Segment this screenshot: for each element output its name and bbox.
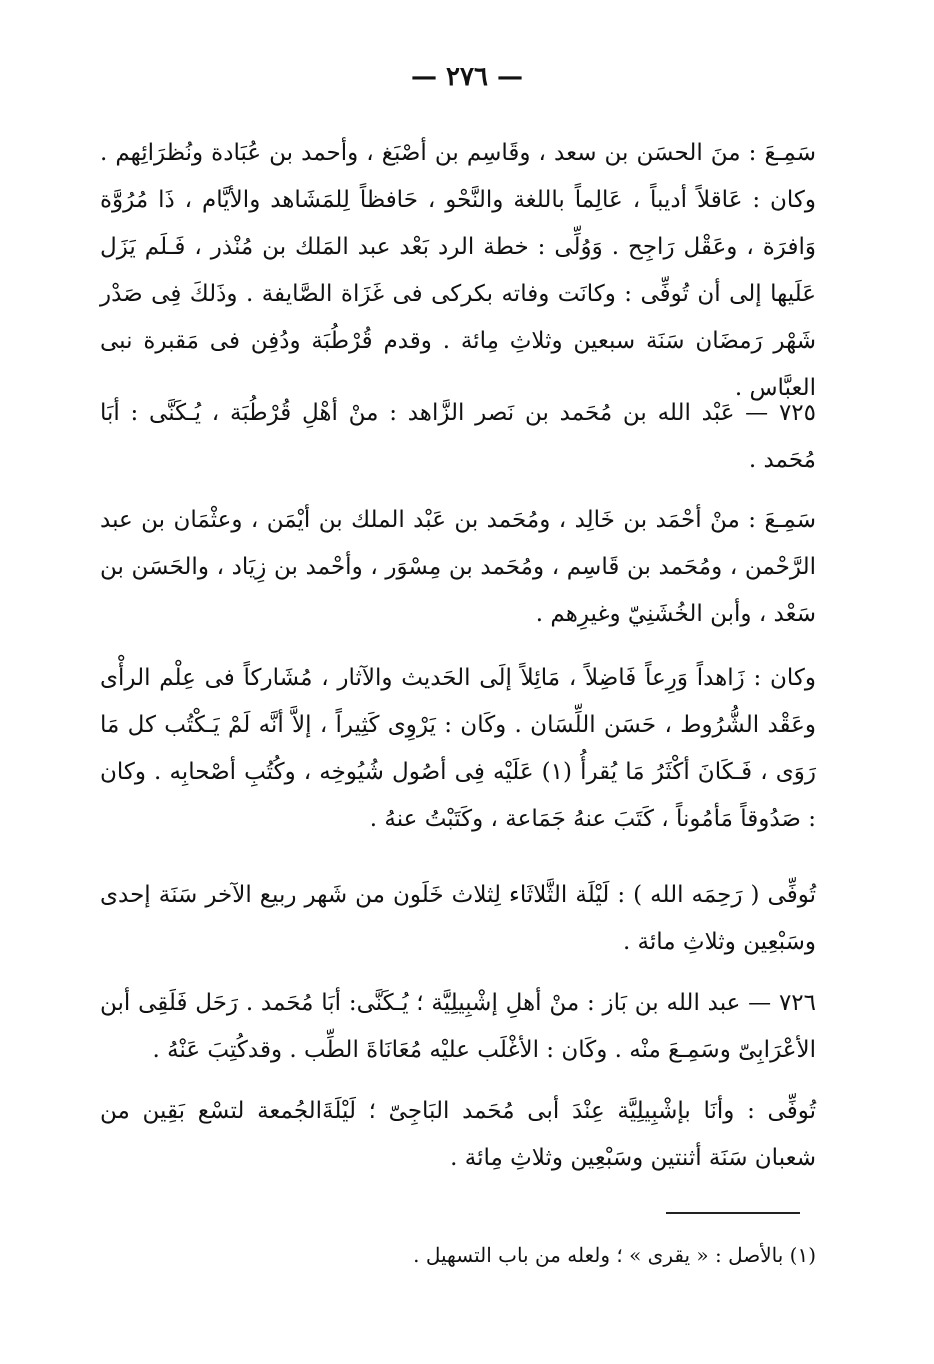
paragraph-text: ٧٢٦ — عبد الله بن بَاز : منْ أهلِ إشْبِيلِيَّة ؛ يُـكَنَّى: أبَا مُحَمد . رَحَل فَلَقِى أبن الأعْرَابِىّ وسَمِـعَ منْه . وكَان : الأغْلَب عليْه مُعَانَاةَ الطِّب . وقدكُتِبَ عَنْهُ . — [100, 990, 816, 1063]
entry-726-heading — [100, 980, 816, 1074]
entry-725-teachers — [100, 497, 816, 638]
footnote: (١) بالأصل : « يقرى » ؛ ولعله من باب التسهيل . — [413, 1243, 816, 1267]
entry-725-heading — [100, 390, 816, 484]
footnote-divider — [666, 1212, 800, 1214]
entry-725-death — [100, 872, 816, 966]
paragraph-biography-continuation — [100, 130, 816, 412]
paragraph-text: تُوفِّى ( رَحِمَه الله ) : لَيْلَة الثَّلاثَاء لِثلاث خَلَون من شَهر ربيع الآخر سَنَة إحدى وسَبْعِين وثلاثِ مائة . — [100, 882, 816, 955]
paragraph-text: ٧٢٥ — عَبْد الله بن مُحَمد بن نَصر الزَّاهد : منْ أهْلِ قُرْطُبَة ، يُـكَنَّى : أبَا مُحَمد . — [100, 400, 816, 473]
paragraph-text: تُوفِّى : وأنَا بإشْبِيلِيَّة عِنْدَ أبى مُحَمد البَاجِىّ ؛ لَيْلَةَالجُمعة لتسْع بَقِين من شعبان سَنَة أثنتين وسَبْعِين وثلاثِ مِائة . — [100, 1098, 816, 1171]
paragraph-text: وكان : زَاهداً وَرِعاً فَاضِلاً ، مَائِلاً إلَى الحَديث والآثار ، مُشَاركاً فى عِلْم الرأْى وعَقْد الشُّرُوط ، حَسَن اللِّسَان . وكَان : يَرْوِى كَثِيراً ، إلاَّ أنَّه لَمْ يَـكْتُب كل مَا رَوَى ، فَـكَانَ أكْثَرُ مَا يُقرأُ (١) عَلَيْه فِى أصُول شُيُوخِه ، وكُتُبِ أصْحابِه . وكان : صَدُوقاً مَأمُوناً ، كَتَبَ عنهُ جَمَاعة ، وكَتَبْتُ عنهُ . — [100, 665, 816, 832]
page-number: — ٢٧٦ — — [410, 62, 524, 92]
entry-725-description — [100, 655, 816, 843]
paragraph-text: سَمِـعَ : منْ أحْمَد بن خَالِد ، ومُحَمد بن عَبْد الملك بن أيْمَن ، وعثْمَان بن عبد الرَّحْمن ، ومُحَمد بن قَاسِم ، ومُحَمد بن مِسْوَر ، وأحْمد بن زِيَاد ، والحَسَن بن سَعْد ، وأبن الخُشَنِيّ وغيرِهم . — [100, 507, 816, 627]
paragraph-text: سَمِـعَ : منَ الحسَن بن سعد ، وقَاسِم بن أصْبَغ ، وأحمد بن عُبَادة ونُظرَائِهم . وكان : عَاقلاً أديباً ، عَالِماً باللغة والنَّحْو ، حَافظاً لِلمَشَاهد والأيَّام ، ذَا مُرُوَّة وَافرَة ، وعَقْل رَاجِح . وَوُلِّى : خطة الرد بَعْد عبد المَلك بن مُنْذر ، فَـلَم يَزَل عَلَيها إلى أن تُوفِّى : وكانَت وفاته بكركى فى غَزَاة الصَّايفة . وذَلكَ فِى صَدْر شَهْر رَمضَان سَنَة سبعين وثلاثِ مِائة . وقدم قُرْطُبَة ودُفِن فى مَقبرة نبى العبَّاس . — [100, 140, 816, 401]
entry-726-death — [100, 1088, 816, 1182]
